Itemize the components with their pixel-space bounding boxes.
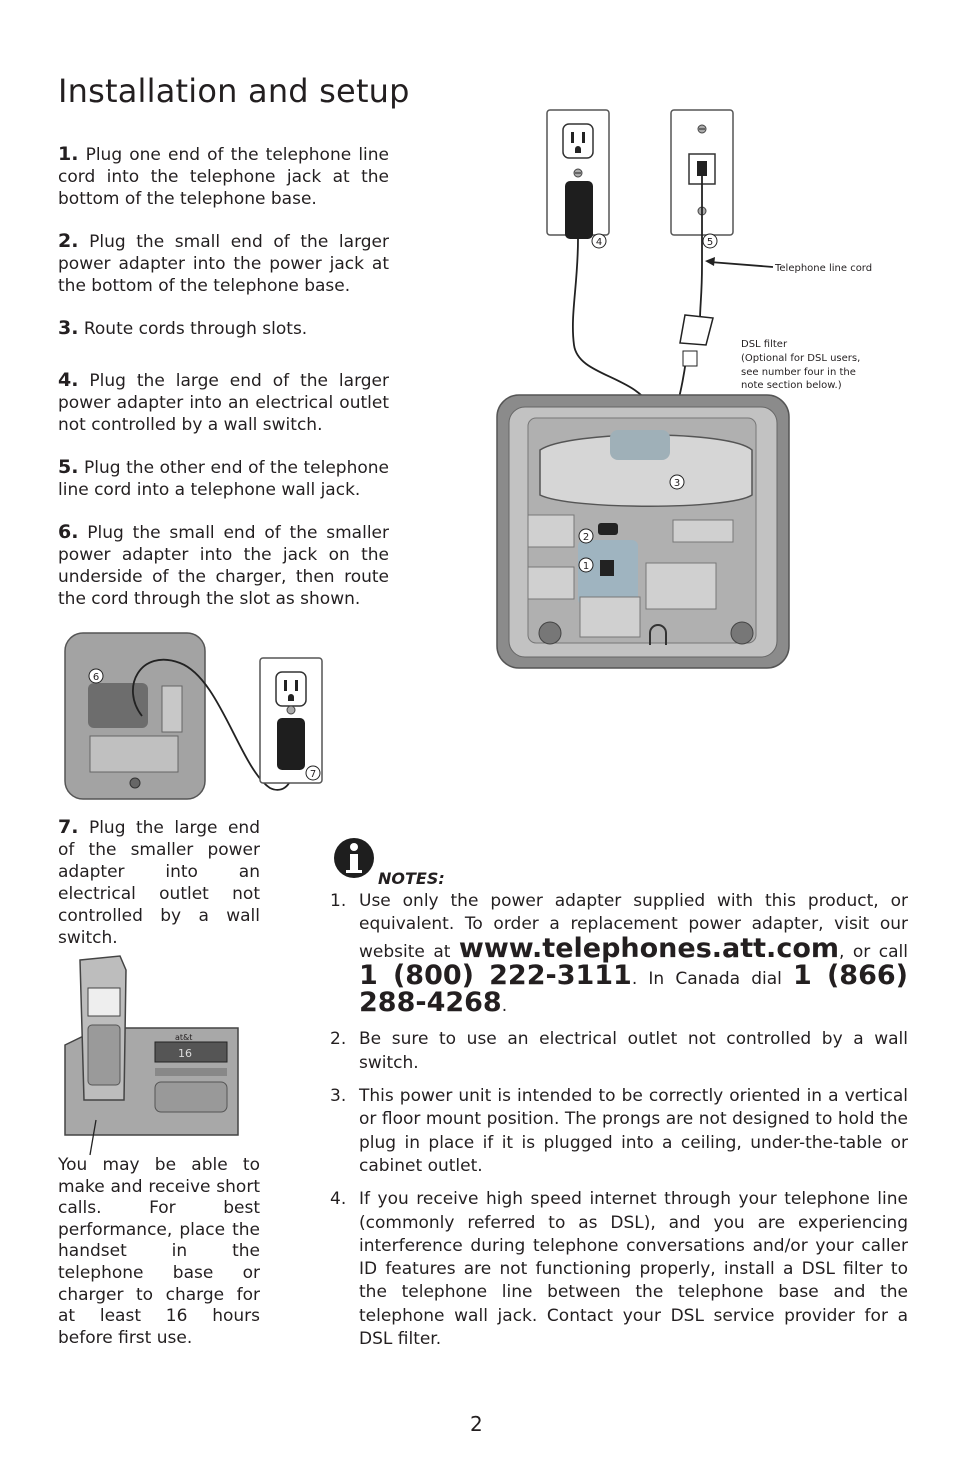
telephone-base-underside <box>497 395 789 668</box>
note-text: . <box>501 996 508 1017</box>
note-text: Use only the power adapter supplied with this product, or equivalent. To order a replacement power adapter, visit our website at <box>359 891 908 962</box>
phone-number-us: 1 (800) 222-3111 <box>359 959 632 991</box>
dsl-filter-note-line-1: (Optional for DSL users, <box>741 353 861 364</box>
info-icon <box>333 837 375 879</box>
note-item-4 <box>330 1188 908 1351</box>
brand-logo: at&t <box>175 1033 193 1042</box>
callout-2 <box>579 529 593 543</box>
callout-7 <box>306 766 320 780</box>
note-text: , or call <box>839 941 908 962</box>
dsl-filter <box>680 315 713 366</box>
step-7 <box>58 816 260 949</box>
website-link[interactable]: www.telephones.att.com <box>458 932 840 964</box>
step-number: 1. <box>58 143 79 165</box>
step-6 <box>58 521 389 610</box>
step-number: 3. <box>58 317 79 339</box>
callout-4 <box>592 234 606 248</box>
callout-7-label: 7 <box>309 769 317 780</box>
dsl-filter-note-line-3: note section below.) <box>741 380 842 391</box>
step-text: Plug one end of the telephone line cord into the telephone jack at the bottom of the telephone base. <box>58 145 389 209</box>
notes-list <box>330 890 908 1361</box>
note-item-2 <box>330 1028 908 1075</box>
large-power-adapter <box>565 181 593 239</box>
callout-1-label: 1 <box>582 561 590 572</box>
charger-underside <box>65 633 205 799</box>
phone-handset-illustration <box>60 950 245 1155</box>
callout-4-label: 4 <box>595 237 603 248</box>
step-text: Plug the other end of the telephone line cord into a telephone wall jack. <box>58 458 390 500</box>
step-1 <box>58 143 389 210</box>
callout-5 <box>703 234 717 248</box>
step-3 <box>58 317 389 340</box>
note-text: This power unit is intended to be correctly oriented in a vertical or floor mount position. The prongs are not designed to hold the plug in place if it is plugged into a ceiling, under-the-table or cabinet outlet. <box>359 1086 908 1176</box>
callout-3 <box>670 475 684 489</box>
step-text: Plug the small end of the smaller power adapter into the jack on the underside of the charger, then route the cord through the slot as shown. <box>58 523 389 609</box>
note-number: 2. <box>330 1029 347 1050</box>
handset <box>80 956 126 1100</box>
step-text: Plug the small end of the larger power adapter into the power jack at the bottom of the telephone base. <box>58 232 389 296</box>
step-2 <box>58 230 389 297</box>
step-4 <box>58 369 389 436</box>
note-text: Be sure to use an electrical outlet not controlled by a wall switch. <box>359 1029 908 1073</box>
charger-installation-diagram <box>60 628 335 808</box>
step-number: 6. <box>58 521 79 543</box>
step-text: Route cords through slots. <box>83 319 308 339</box>
note-item-3 <box>330 1085 908 1178</box>
callout-2-label: 2 <box>582 532 590 543</box>
page-number: 2 <box>470 1412 483 1436</box>
small-power-adapter <box>277 718 305 770</box>
step-5 <box>58 456 389 501</box>
step-number: 7. <box>58 816 79 838</box>
notes-heading: NOTES: <box>378 869 445 888</box>
dsl-filter-note-line-2: see number four in the <box>741 367 856 378</box>
step-text: Plug the large end of the smaller power adapter into an electrical outlet not controlled by a wall switch. <box>58 818 260 948</box>
callout-6 <box>89 669 103 683</box>
note-number: 4. <box>330 1189 347 1210</box>
phone-number-canada: 1 (866) 288-4268 <box>359 959 908 1019</box>
step-number: 4. <box>58 369 79 391</box>
step-text: Plug the large end of the larger power adapter into an electrical outlet not controlled by a wall switch. <box>58 371 389 435</box>
step-number: 5. <box>58 456 79 478</box>
callout-3-label: 3 <box>673 478 681 489</box>
note-text: If you receive high speed internet through your telephone line (commonly referred to as DSL), and you are experiencing interference during telephone conversations and/or your caller ID features are not functioning properly, install a DSL filter to the telephone line between the telephone base and the telephone wall jack. Contact your DSL service provider for a DSL filter. <box>359 1189 908 1350</box>
note-text: . In Canada dial <box>631 968 794 989</box>
charging-caption: You may be able to make and receive short calls. For best performance, place the handset in the telephone base or charger to charge for at least 16 hours before first use. <box>58 1155 260 1348</box>
note-number: 1. <box>330 891 347 911</box>
note-item-1 <box>330 890 908 1018</box>
callout-6-label: 6 <box>92 672 100 683</box>
telephone-line-cord-label: Telephone line cord <box>775 263 873 274</box>
base-installation-diagram <box>490 105 890 675</box>
page-title: Installation and setup <box>58 72 410 110</box>
step-number: 2. <box>58 230 79 252</box>
callout-5-label: 5 <box>706 237 714 248</box>
note-number: 3. <box>330 1086 347 1107</box>
callout-1 <box>579 558 593 572</box>
phone-display-digits: 16 <box>178 1047 192 1060</box>
dsl-filter-label: DSL filter <box>741 339 788 350</box>
